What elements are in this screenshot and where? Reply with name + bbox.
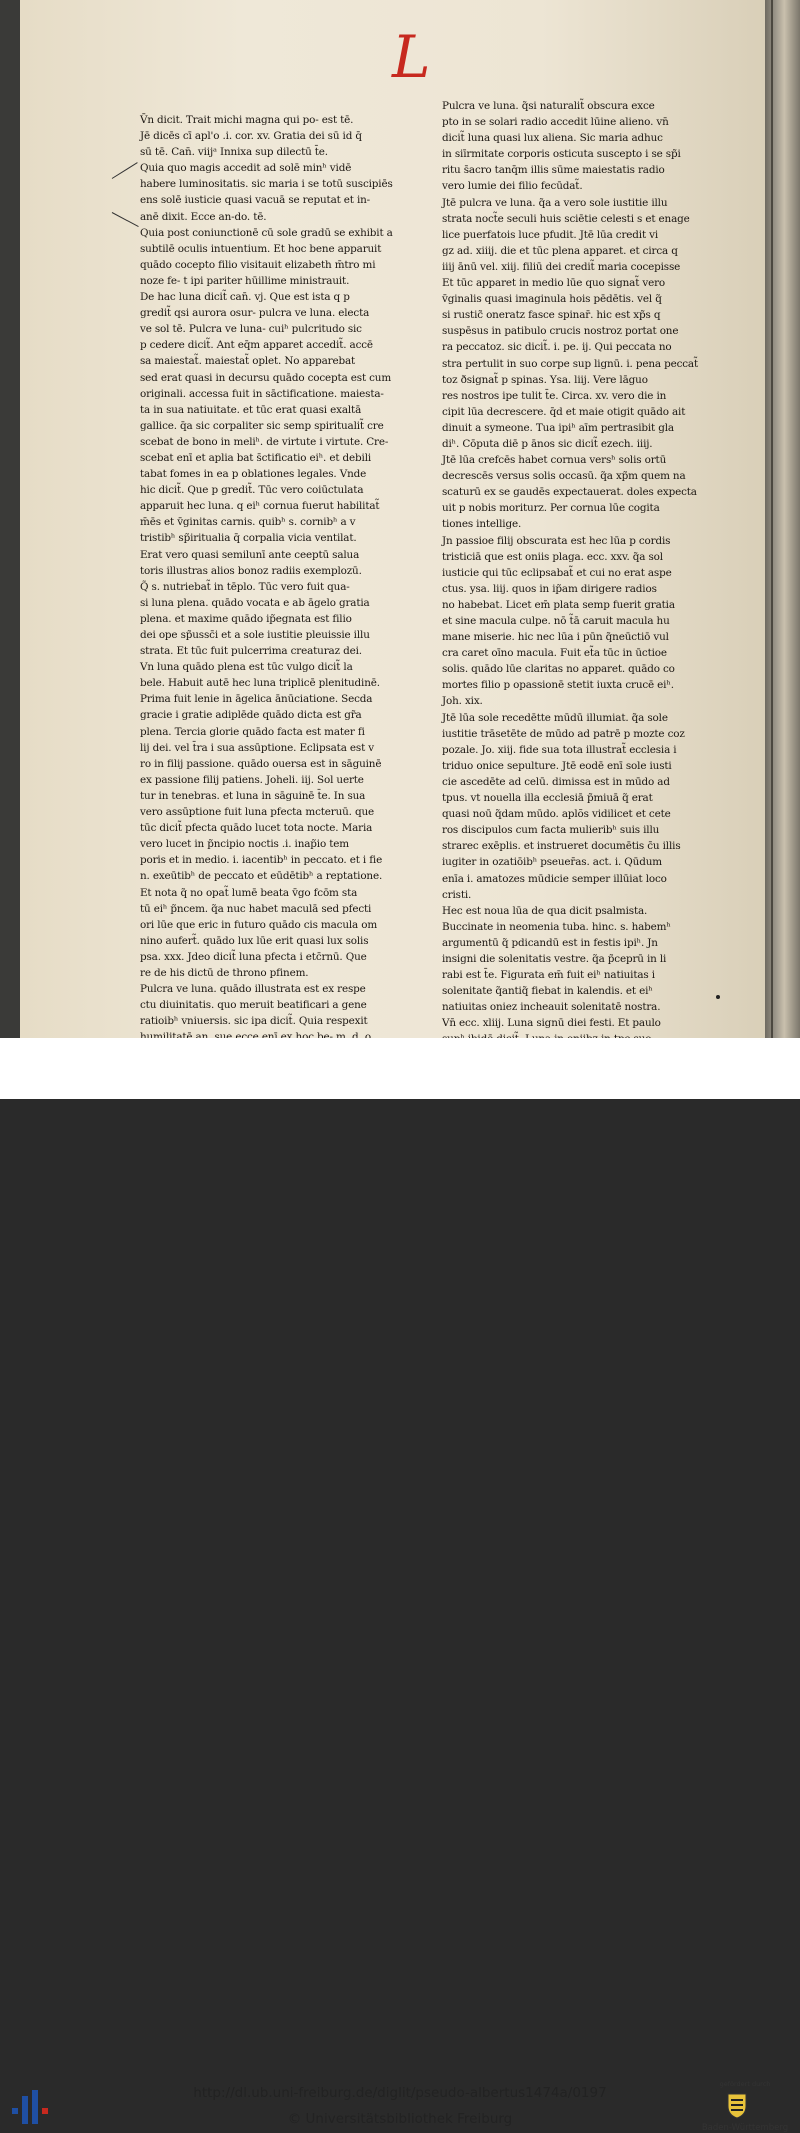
text-line: tur in tenebras. et luna in sāguinē t̄e. In sua <box>140 789 366 802</box>
text-line: nino aufert̃. quādo lux lūe erit quasi lux solis <box>140 934 369 947</box>
text-line: Jtē lūa crefcēs habet cornua versʰ solis ortū <box>442 454 667 467</box>
text-line: Joh. xix. <box>442 695 483 708</box>
text-line: Erat vero quasi semilunī ante ceeptū salua <box>140 548 360 561</box>
text-line: ctu diuinitatis. quo meruit beatificari a gene <box>140 999 367 1012</box>
text-line: vero lumie dei filio fecūdat̃. <box>442 180 583 193</box>
text-line: De hac luna dicit̃ can̄. vj. Que est ista q p <box>140 291 350 304</box>
text-line: anē dixit. Ecce an-do. tē. <box>140 210 267 223</box>
text-line: cipit lūa decrescere. q̄d et maie otigit quādo ait <box>442 405 686 418</box>
text-line: res nostros ipe tulit t̄e. Circa. xv. vero die in <box>442 389 667 402</box>
text-line: Jtē lūa sole recedētte mūdū illumiat. q̃a sole <box>442 711 668 724</box>
text-line: gz ad. xiiij. die et tūc plena apparet. et circa q <box>442 244 678 257</box>
text-line: si luna plena. quādo vocata e ab āgelo gratia <box>140 596 370 609</box>
text-line: ori lūe que eric in futuro quādo cis macula om <box>140 918 378 931</box>
text-line: noze fe- t ipi pariter hūillime ministrauit. <box>140 274 350 287</box>
text-line: Jtē pulcra ve luna. q̃a a vero sole iustitie illu <box>442 196 668 209</box>
text-line: iustitie trāsetēte de mūdo ad patrē p mozte coz <box>442 727 685 740</box>
text-line: stra pertulit in suo corpe sup lignū. i. pena peccat̃ <box>442 357 698 370</box>
book-gutter <box>765 0 800 1038</box>
text-line: scebat de bono in meliʰ. de virtute i virtute. Cre- <box>140 435 389 448</box>
text-line: strarec exēplis. et instrueret documētis c̄u illis <box>442 840 681 853</box>
text-line: tūc dicit̃ pfecta quādo lucet tota nocte. Maria <box>140 822 373 835</box>
text-line: tiones intellige. <box>442 518 522 531</box>
text-line: plena. et maxime quādo ip̃egnata est filio <box>140 612 352 625</box>
text-line: Hec est noua lūa de qua dicit psalmista. <box>442 904 648 917</box>
text-line: Et tūc apparet in medio lūe quo signat̃ vero <box>442 277 666 290</box>
copyright-text: © Universitätsbibliothek Freiburg <box>287 2111 513 2127</box>
text-line: Q̃ s. nutriebat̃ in tēplo. Tūc vero fuit qua- <box>140 580 350 593</box>
text-line: strata noct̃e seculi huis sciētie celesti s et enage <box>442 212 690 225</box>
text-line: argumentū q̃ pdicandū est in festis ipiʰ. Jn <box>442 936 658 949</box>
scan-dark-margin <box>0 0 20 1038</box>
folio-initial-letter: L <box>392 23 431 91</box>
text-line: ctus. ysa. liij. quos in ip̃am dirigere radios <box>442 582 657 595</box>
text-line: plena. Tercia glorie quādo facta est mater fi <box>140 725 365 738</box>
funded-by-label: gefördert durch <box>719 2080 771 2088</box>
text-line: iiij ānū vel. xiij. filiū dei credit̃ maria cocepisse <box>442 260 681 273</box>
right-text-column <box>442 98 698 1080</box>
scanned-page-area <box>0 0 800 1038</box>
text-line: lij dei. vel t̄ra i sua assūptione. Eclipsata est v <box>140 741 374 754</box>
text-line: iusticie qui tūc eclipsabat̃ et cui no erat aspe <box>442 566 672 579</box>
text-line: iugiter in ozatiōibʰ pseuer̄as. act. i. Qūdum <box>442 856 662 869</box>
text-line: solis. quādo lūe claritas no apparet. quādo co <box>442 663 675 676</box>
text-line: cristi. <box>442 888 472 901</box>
text-line: pto in se solari radio accedit lūine alieno. vn̄ <box>442 116 669 129</box>
text-line: sed erat quasi in decursu quādo cocepta est cum <box>140 371 392 384</box>
text-line: no habebat. Licet em̄ plata semp fuerit gratia <box>442 598 675 611</box>
text-line: Jē dicēs cī apl'o .i. cor. xv. Gratia dei sū id q̄ <box>140 130 362 143</box>
text-line: triduo onice sepulture. Jtē eodē enī sole iusti <box>442 759 672 772</box>
text-line: vero assūptione fuit luna pfecta mcteruū. que <box>140 806 375 819</box>
text-line: Pulcra ve luna. q̃si naturalit̃ obscura exce <box>442 100 655 112</box>
coat-of-arms-icon <box>726 2091 748 2119</box>
text-line: diʰ. Cōputa diē p ānos sic dicit̃ ezech. iiij. <box>442 437 653 450</box>
text-line: tū eiʰ p̃ncem. q̃a nuc habet maculā sed pfecti <box>140 902 372 915</box>
left-text-column <box>140 112 393 1094</box>
text-line: tpus. vt nouella illa ecclesiā p̃miuā q̃ erat <box>442 792 653 805</box>
text-line: V̄n dicit. Trait michi magna qui po- est tē. <box>140 114 354 126</box>
text-line: pozale. Jo. xiij. fide sua tota illustrat̃ ecclesia i <box>442 743 677 756</box>
text-line: Pulcra ve luna. quādo illustrata est ex respe <box>140 983 366 996</box>
text-line: Et nota q̃ no opat̃ lumē beata v̄go fcōm sta <box>140 886 358 899</box>
text-line: re de his dictū de throno pfinem. <box>140 966 309 979</box>
text-line: natiuitas oniez incheauit solenitatē nostra. <box>442 1001 661 1014</box>
text-line: Buccinate in neomenia tuba. hinc. s. habemʰ <box>442 920 671 933</box>
text-line: sū tē. Can̄. viijᵃ Innixa sup dilectū t̄e. <box>140 146 328 159</box>
text-line: Quia post coniunctionē cū sole gradū se exhibit a <box>140 226 393 239</box>
text-line: originali. accessa fuit in sāctificatione. maiesta- <box>140 387 384 400</box>
text-line: rabi est t̄e. Figurata em̄ fuit eiʰ natiuitas i <box>442 969 655 982</box>
text-line: si rustic̃ oneratz fasce spinar̄. hic est xp̃s q <box>442 309 661 322</box>
text-line: toris illustras alios bonoz radiis exemplozū. <box>140 564 362 577</box>
text-line: habere luminositatis. sic maria i se totū suscipiēs <box>140 178 393 191</box>
funder-label: Baden-Württemberg <box>701 2123 789 2133</box>
text-line: v̄ginalis quasi imaginula hois pēdētis. vel q̃ <box>442 293 662 306</box>
text-line: ratioibʰ vniuersis. sic ipa dicit̃. Quia respexit <box>140 1015 368 1028</box>
footer-bar <box>0 1038 800 2133</box>
text-line: ro in filij passione. quādo ouersa est in sāguinē <box>140 757 382 770</box>
text-line: toz ðsignat̃ p spinas. Ysa. liij. Vere lāguo <box>442 373 648 386</box>
text-line: ens solē iusticie quasi vacuā se reputat et in- <box>140 194 371 207</box>
text-line: ex passione filij patiens. Joheli. iij. Sol uerte <box>140 773 364 786</box>
text-line: p cedere dicit̃. Ant eq̄m apparet accedit̃. accē <box>140 339 373 352</box>
text-line: Vn̄ ecc. xliij. Luna signū diei festi. Et paulo <box>442 1017 661 1030</box>
text-line: gredit̃ qsi aurora osur- pulcra ve luna. electa <box>140 307 370 320</box>
text-line: lice puerfatois luce pfudit. Jtē lūa credit vi <box>442 228 659 241</box>
text-line: subtilē oculis intuentium. Et hoc bene apparuit <box>140 242 382 255</box>
text-line: dicit̃ luna quasi lux aliena. Sic maria adhuc <box>442 132 663 145</box>
text-line: poris et in medio. i. iacentibʰ in peccato. et i fie <box>140 854 383 867</box>
text-line: cie ascedēte ad celū. dimissa est in mūdo ad <box>442 775 670 788</box>
text-line: Quia quo magis accedit ad solē minʰ vidē <box>140 162 352 175</box>
text-line: tristiciā que est oniis plaga. ecc. xxv. q̃a sol <box>442 550 663 563</box>
text-line: enīa i. amatozes mūdicie semper illūiat loco <box>442 872 667 885</box>
text-line: psa. xxx. Jdeo dicit̃ luna pfecta i etc̄rnū. Que <box>140 950 367 963</box>
text-line: Jn passioe filij obscurata est hec lūa p cordis <box>442 534 671 547</box>
text-line: dei ope sp̃ussc̄i et a sole iustitie pleuissie illu <box>140 629 370 641</box>
text-line: uit p nobis moriturz. Per cornua lūe cogita <box>442 502 660 515</box>
text-line: dinuit a symeone. Tua ipiʰ aīm pertrasibit gla <box>442 421 674 434</box>
text-line: ritu s̄acro tanq̄m illis sūme maiestatis radio <box>442 164 665 177</box>
source-url-link[interactable]: http://dl.ub.uni-freiburg.de/diglit/pseudo-albertus1474a/0197 <box>193 2085 607 2101</box>
text-line: ra peccatoz. sic dicit̃. i. pe. ij. Qui peccata no <box>442 341 672 354</box>
text-line: tristibʰ sp̃iritualia q̄ corpalia vicia ventilat. <box>140 532 357 545</box>
text-line: bele. Habuit autē hec luna triplicē plenitudinē. <box>140 677 380 690</box>
text-line: mortes filio p opassionē stetit iuxta crucē eiʰ. <box>442 679 674 692</box>
text-line: Vn luna quādo plena est tūc vulgo dicit̃ la <box>140 661 353 674</box>
text-line: quādo cocepto filio visitauit elizabeth m̄tro mi <box>140 258 376 271</box>
text-line: ve sol tē. Pulcra ve luna- cuiʰ pulcritudo sic <box>140 323 362 336</box>
text-line: insigni die solenitatis vestre. q̃a p̃ceprū in li <box>442 952 667 965</box>
text-line: scaturū ex se gaudēs expectauerat. doles expecta <box>442 486 697 499</box>
text-line: apparuit hec luna. q eiʰ cornua fuerut habilitat̃ <box>140 500 380 513</box>
text-line: mane miserie. hic nec lūa i pūn q̃neūctiō vul <box>442 631 669 644</box>
text-line: quasi noū q̃dam mūdo. aplõs vidilicet et cete <box>442 808 671 821</box>
text-line: suspēsus in patibulo crucis nostroz portat one <box>442 325 679 338</box>
text-line: cra caret oīno macula. Fuit et̃a tūc in ūctioe <box>442 647 667 660</box>
text-line: vero lucet in p̃ncipio noctis .i. inap̃io tem <box>140 838 349 851</box>
text-line: et sine macula culpe. nō t̃ā caruit macula hu <box>442 615 670 627</box>
text-line: hic dicit̃. Que p gredit̃. Tūc vero coiūctulata <box>140 484 364 497</box>
text-line: tabat fomes in ea p oblationes legales. Vnde <box>140 468 367 481</box>
text-line: Prima fuit lenie in āgelica ānūciatione. Secda <box>140 693 373 706</box>
text-line: ros discipulos cum facta mulieribʰ suis illu <box>442 824 660 837</box>
text-line: in siīrmitate corporis osticuta suscepto i se sp̃i <box>442 148 681 161</box>
text-line: decrescēs versus solis occasū. q̃a xp̃m quem na <box>442 470 686 483</box>
text-line: gallice. q̄a sic corpaliter sic semp spiritualit̃ cre <box>140 419 384 432</box>
text-line: gracie i gratie adiplēde quādo dicta est gr̃a <box>140 709 362 722</box>
text-line: m̄ēs et v̄ginitas carnis. quibʰ s. cornibʰ a v <box>140 516 356 529</box>
text-line: n. exeūtibʰ de peccato et eūdētibʰ a reptatione. <box>140 870 383 883</box>
ink-spot <box>716 995 720 999</box>
text-line: ta in sua natiuitate. et tūc erat quasi exaltā <box>140 403 362 416</box>
text-line: scebat enī et aplia bat s̄ctificatio eiʰ. et debili <box>140 451 372 464</box>
text-line: solenitate q̃antiq̃ fiebat in kalendis. et eiʰ <box>442 985 653 998</box>
text-line: sa maiestat̃. maiestat̃ oplet. No apparebat <box>140 355 356 368</box>
text-line: strata. Et tūc fuit pulcerrima creaturaz dei. <box>140 645 362 658</box>
